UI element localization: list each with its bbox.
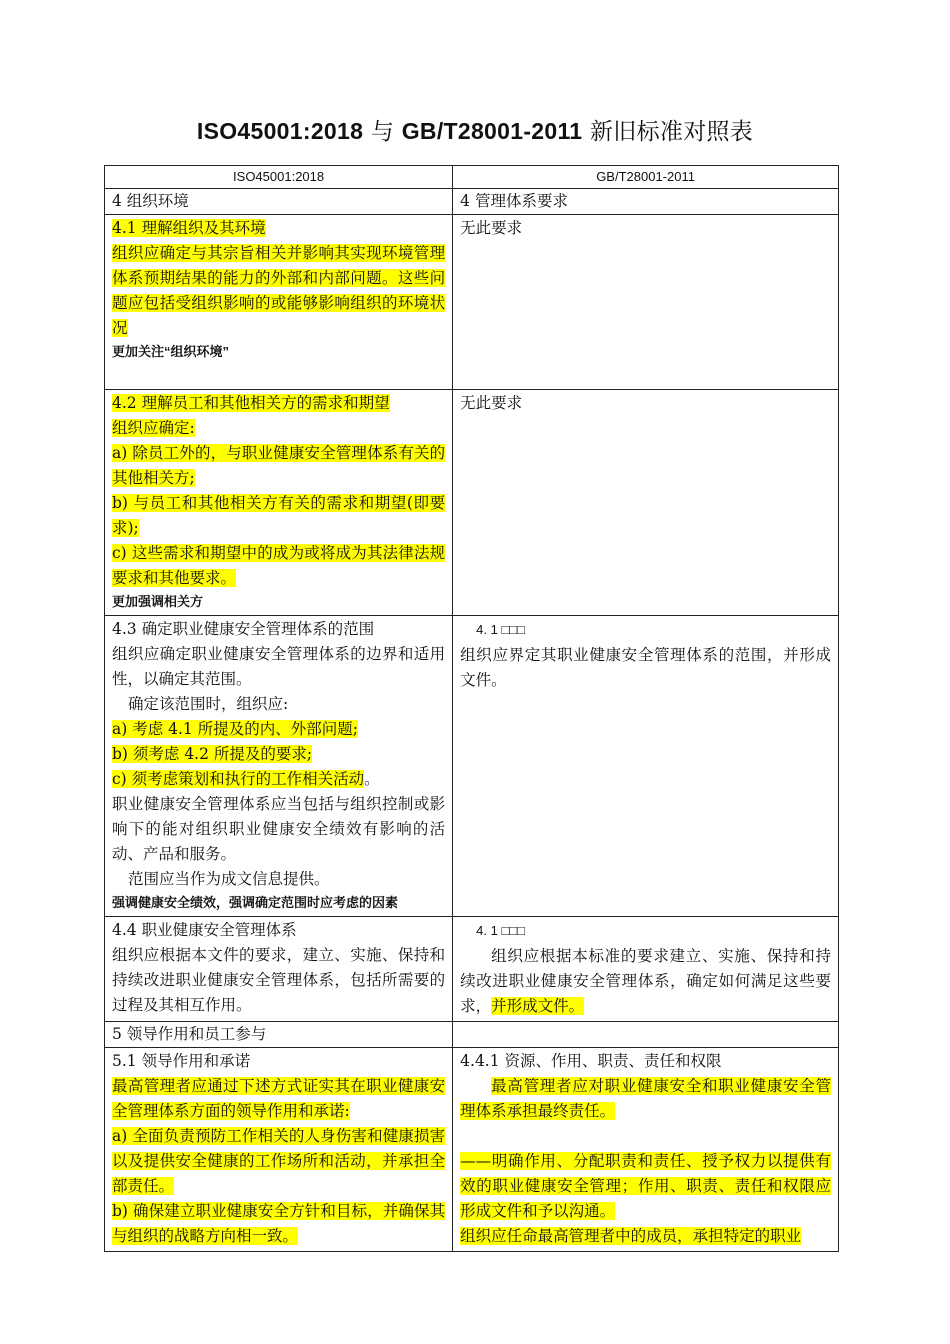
clause-4-4-cell bbox=[105, 917, 453, 1022]
clause-body: 职业健康安全管理体系应当包括与组织控制或影响下的能对组织职业健康安全绩效有影响的活动、产品和服务。 bbox=[112, 795, 446, 863]
table-row bbox=[105, 390, 839, 616]
clause-right-cell bbox=[453, 616, 839, 917]
clause-body: 组织应界定其职业健康安全管理体系的范围，并形成文件。 bbox=[460, 646, 831, 689]
clause-4-1-cell bbox=[105, 215, 453, 390]
clause-body: 最高管理者应对职业健康安全和职业健康安全管理体系承担最终责任。 bbox=[460, 1077, 831, 1120]
clause-right-cell: 无此要求 bbox=[453, 390, 839, 616]
page-title: ISO45001:2018 与 GB/T28001-2011 新旧标准对照表 bbox=[196, 118, 754, 145]
clause-body: 组织应任命最高管理者中的成员，承担特定的职业 bbox=[460, 1227, 802, 1245]
list-item: c) 这些需求和期望中的成为或将成为其法律法规要求和其他要求。 bbox=[112, 544, 446, 587]
clause-right-cell bbox=[453, 1048, 839, 1252]
clause-intro: 组织应确定: bbox=[112, 419, 195, 437]
section-left: 4 组织环境 bbox=[105, 189, 453, 215]
table-row bbox=[105, 1022, 839, 1048]
clause-note: 更加强调相关方 bbox=[112, 594, 204, 609]
clause-body: 组织应根据本文件的要求，建立、实施、保持和持续改进职业健康安全管理体系，包括所需要的过程及其相互作用。 bbox=[112, 946, 446, 1014]
clause-title: 4. 1 □□□ bbox=[476, 923, 526, 938]
list-item: a) 除员工外的，与职业健康安全管理体系有关的其他相关方; bbox=[112, 444, 446, 487]
clause-right-cell bbox=[453, 917, 839, 1022]
clause-title: 4.1 理解组织及其环境 bbox=[112, 219, 266, 237]
clause-title: 4.4 职业健康安全管理体系 bbox=[112, 921, 297, 939]
header-gbt28001: GB/T28001-2011 bbox=[453, 166, 839, 189]
clause-body: 组织应确定职业健康安全管理体系的边界和适用性，以确定其范围。 bbox=[112, 645, 446, 688]
table-row bbox=[105, 917, 839, 1022]
list-item: c) 须考虑策划和执行的工作相关活动 bbox=[112, 770, 365, 788]
list-item: b) 确保建立职业健康安全方针和目标，并确保其与组织的战略方向相一致。 bbox=[112, 1202, 446, 1245]
clause-title: 5.1 领导作用和承诺 bbox=[112, 1052, 251, 1070]
clause-5-1-cell bbox=[105, 1048, 453, 1252]
clause-4-3-cell: 4.3 确定职业健康安全管理体系的范围 组织应确定职业健康安全管理体系的边界和适用性，以确定其范围。 确定该范围时，组织应: a) 考虑 4.1 所提及的内、外部问题; b) 须考虑 4.2 所提及的要求; c) 须考虑策划和执行的工作相关活动。 职业健康安全管理体系应当包括与组织控制或影响下的能对组织职业健康安全绩效有影响的活动、产品和服务。 范围应当作为成文信息提供。 强调健康安全绩效，强调确定范围时应考虑的因素 bbox=[105, 616, 453, 917]
clause-title: 4.2 理解员工和其他相关方的需求和期望 bbox=[112, 394, 390, 412]
section-right: 4 管理体系要求 bbox=[453, 189, 839, 215]
clause-intro: 确定该范围时，组织应: bbox=[128, 695, 289, 713]
table-header-row bbox=[105, 166, 839, 189]
clause-body: 组织应根据本标准的要求建立、实施、保持和持续改进职业健康安全管理体系，确定如何满足这些要求， bbox=[460, 947, 831, 1015]
clause-right-cell: 无此要求 bbox=[453, 215, 839, 390]
list-item: a) 考虑 4.1 所提及的内、外部问题; bbox=[112, 720, 358, 738]
header-iso45001: ISO45001:2018 bbox=[105, 166, 453, 189]
clause-title: 4. 1 □□□ bbox=[476, 622, 526, 637]
table-row bbox=[105, 616, 839, 917]
clause-note: 强调健康安全绩效，强调确定范围时应考虑的因素 bbox=[112, 895, 399, 910]
clause-highlight: 并形成文件。 bbox=[491, 997, 585, 1015]
comparison-table bbox=[104, 165, 839, 1252]
clause-body: 组织应确定与其宗旨相关并影响其实现环境管理体系预期结果的能力的外部和内部问题。这些问题应包括受组织影响的或能够影响组织的环境状况 bbox=[112, 244, 446, 337]
clause-intro: 最高管理者应通过下述方式证实其在职业健康安全管理体系方面的领导作用和承诺: bbox=[112, 1077, 446, 1120]
table-row bbox=[105, 1048, 839, 1252]
clause-note: 更加关注“组织环境” bbox=[112, 344, 230, 359]
clause-title: 4.4.1 资源、作用、职责、责任和权限 bbox=[460, 1052, 722, 1070]
clause-body: 范围应当作为成文信息提供。 bbox=[128, 870, 330, 888]
table-row bbox=[105, 215, 839, 390]
section-left: 5 领导作用和员工参与 bbox=[105, 1022, 453, 1048]
clause-title: 4.3 确定职业健康安全管理体系的范围 bbox=[112, 620, 375, 638]
section-right bbox=[453, 1022, 839, 1048]
table-row bbox=[105, 189, 839, 215]
clause-body: ——明确作用、分配职责和责任、授予权力以提供有效的职业健康安全管理；作用、职责、责任和权限应形成文件和予以沟通。 bbox=[460, 1152, 831, 1220]
list-item: b) 须考虑 4.2 所提及的要求; bbox=[112, 745, 313, 763]
list-item: a) 全面负责预防工作相关的人身伤害和健康损害以及提供安全健康的工作场所和活动，并承担全部责任。 bbox=[112, 1127, 446, 1195]
list-item: b) 与员工和其他相关方有关的需求和期望(即要求); bbox=[112, 494, 446, 537]
clause-4-2-cell bbox=[105, 390, 453, 616]
